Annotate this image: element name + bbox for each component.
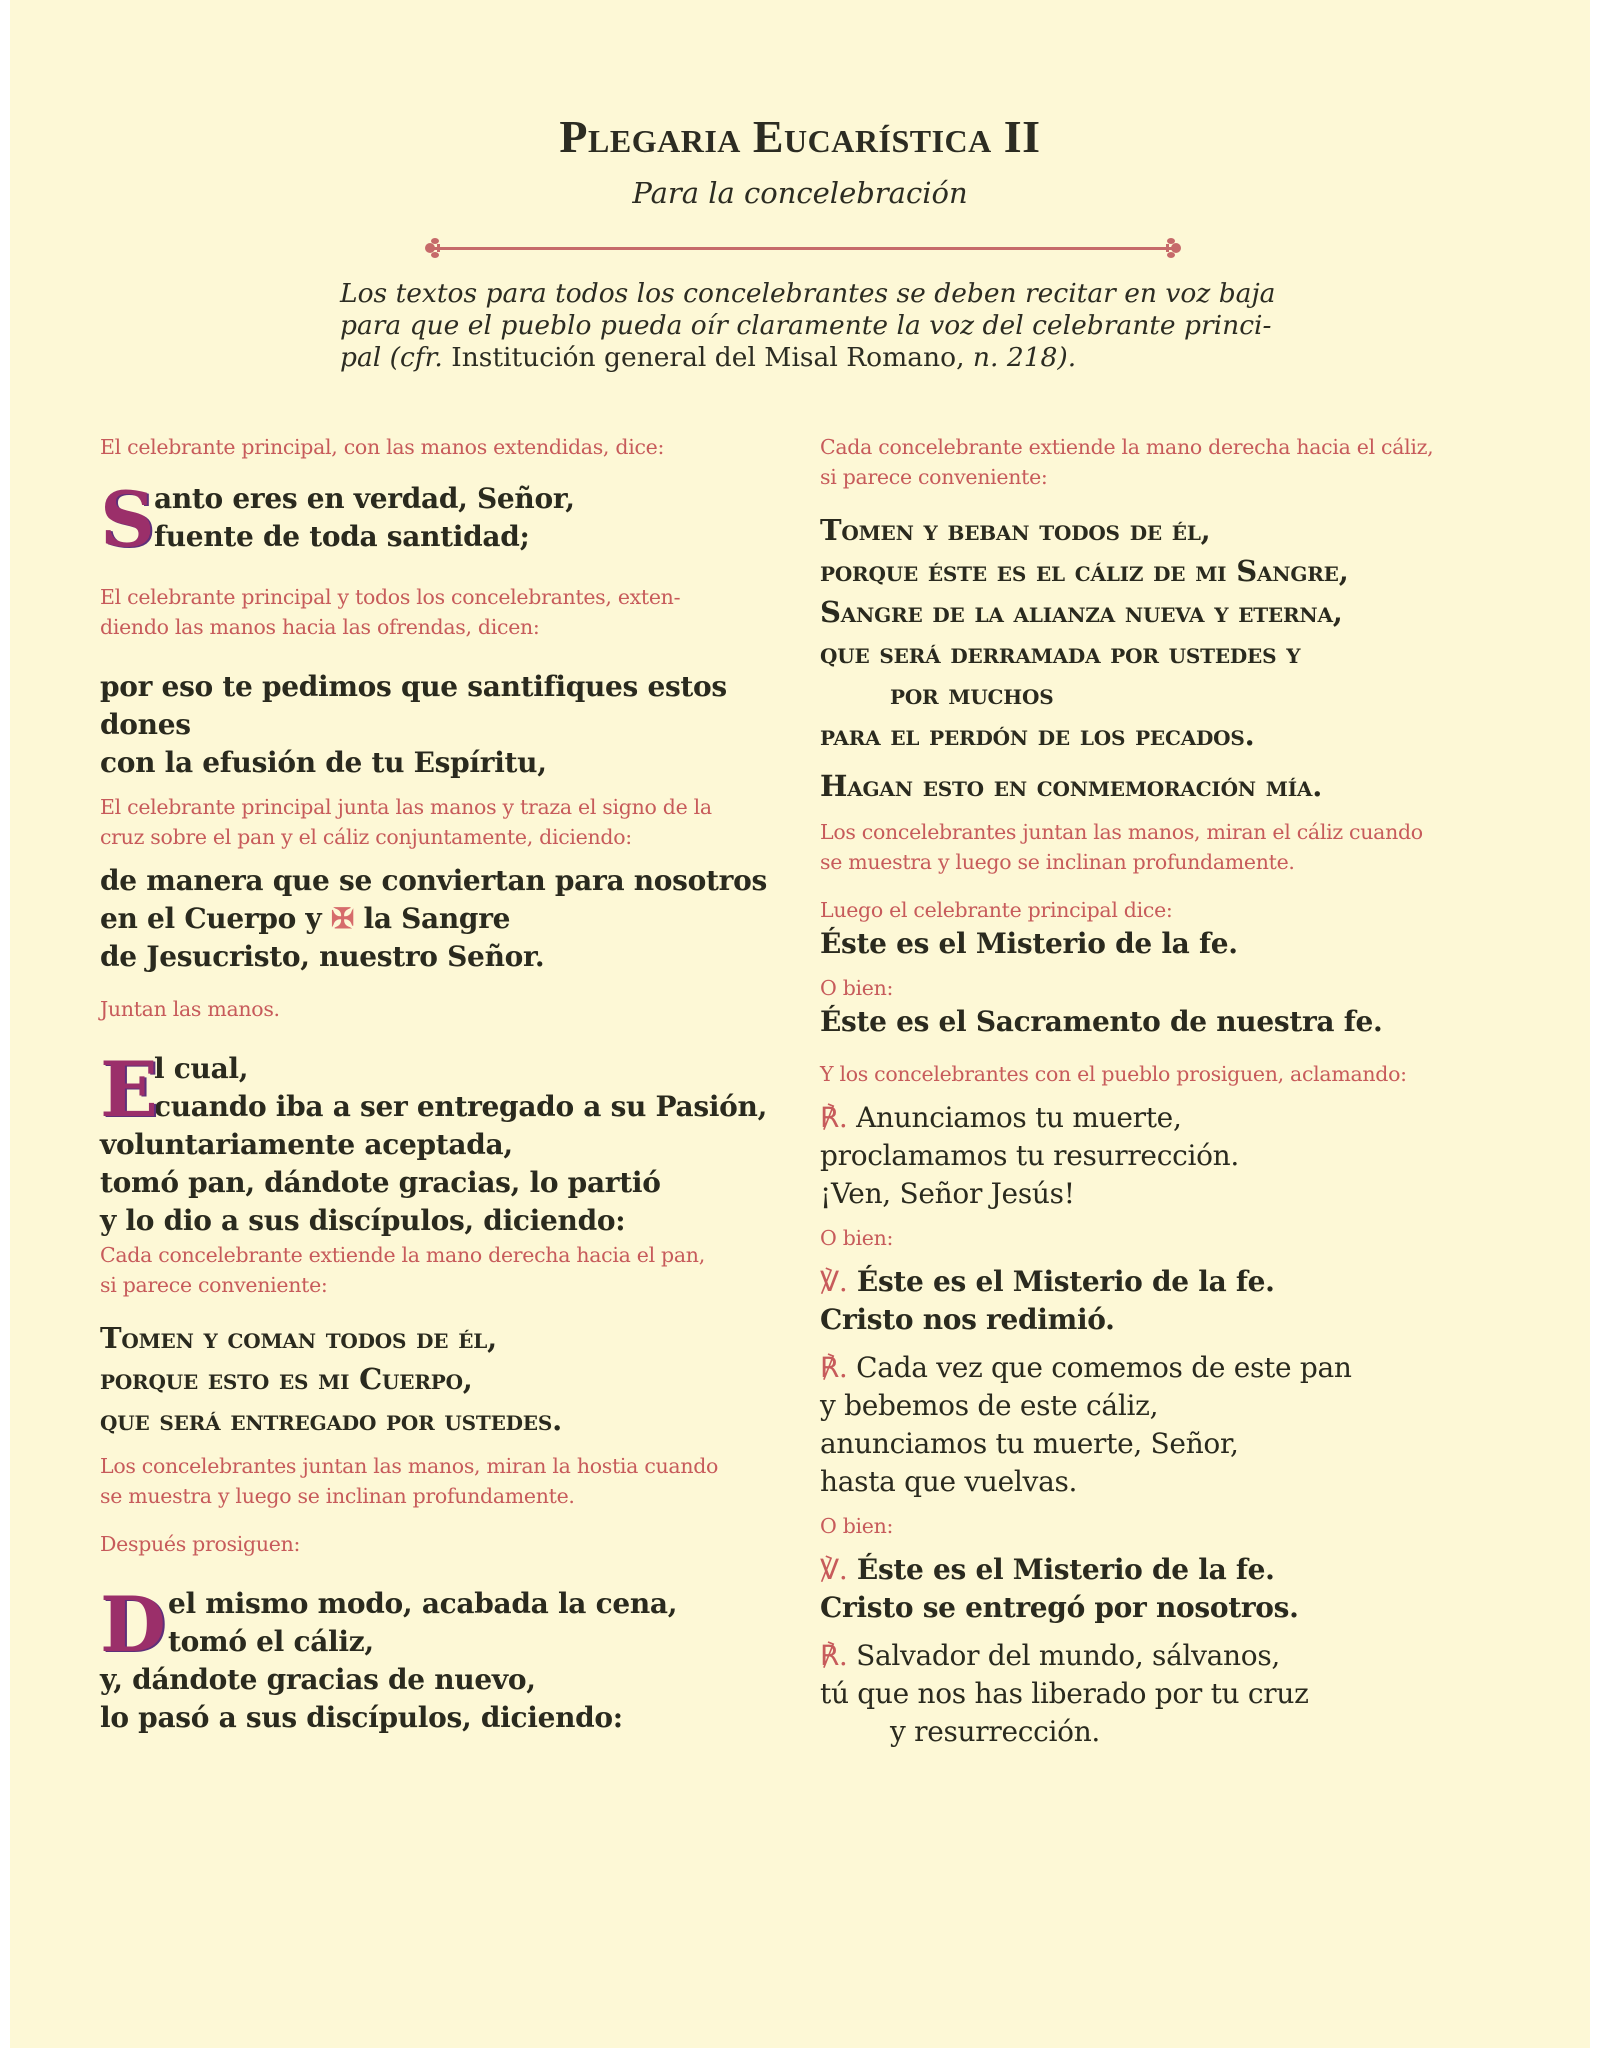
rubric: Cada concelebrante extiende la mano derecha hacia el cáliz, si parece conveniente: [820, 435, 1434, 489]
illuminated-dropcap-s-icon: S [100, 475, 155, 564]
memorial-command: Hagan esto en conmemoración mía. [820, 769, 1323, 803]
cross-sign-icon: ✠ [330, 902, 355, 935]
mystery-of-faith-2: Éste es el Sacramento de nuestra fe. [820, 1005, 1383, 1038]
rubric: Cada concelebrante extiende la mano derecha hacia el pan, si parece conveniente: [100, 1243, 705, 1297]
rubric: El celebrante principal, con las manos extendidas, dice: [100, 435, 665, 459]
rubric: Luego el celebrante principal dice: [820, 898, 1173, 922]
ornamental-divider [418, 233, 1188, 263]
versicle-symbol-icon: ℣. [820, 1553, 848, 1586]
versicle-symbol-icon: ℣. [820, 1265, 848, 1298]
del-mismo-modo-block: D el mismo modo, acabada la cena, tomó el cáliz, y, dándote gracias de nuevo, lo pasó a sus discípulos, diciendo: [100, 1580, 678, 1734]
rubric: Y los concelebrantes con el pueblo prosiguen, aclamando: [820, 1062, 1407, 1086]
divider-line [446, 247, 1160, 250]
response-symbol-icon: ℟. [820, 1639, 848, 1672]
rubric: Después prosiguen: [100, 1532, 301, 1556]
rubric: El celebrante principal y todos los concelebrantes, exten- diendo las manos hacia las ofrendas, dicen: [100, 585, 681, 639]
missal-page [10, 0, 1590, 2048]
fleur-de-lis-icon [1158, 233, 1188, 263]
consecration-bread-block: Tomen y coman todos de él, porque esto es mi Cuerpo, que será entregado por ustedes. [100, 1321, 562, 1437]
mystery-of-faith-1: Éste es el Misterio de la fe. [820, 927, 1238, 960]
response-symbol-icon: ℟. [820, 1351, 848, 1384]
acclamation-1: ℟. Anunciamos tu muerte, proclamamos tu resurrección. ¡Ven, Señor Jesús! [820, 1101, 1240, 1210]
rubric: Los concelebrantes juntan las manos, miran el cáliz cuando se muestra y luego se inclinan profundamente. [820, 820, 1423, 874]
illuminated-dropcap-d-icon: D [100, 1580, 166, 1669]
left-column [100, 432, 790, 1737]
page-title: Plegaria Eucarística II [559, 111, 1041, 162]
gimr-reference: Institución general del Misal Romano, [442, 342, 965, 373]
rubric: O bien: [820, 1514, 894, 1538]
page-subtitle: Para la concelebración [632, 176, 968, 210]
illuminated-dropcap-e-icon: E [100, 1045, 158, 1134]
rubric: Los concelebrantes juntan las manos, miran la hostia cuando se muestra y luego se inclinan profundamente. [100, 1454, 719, 1508]
right-column [820, 432, 1520, 1751]
rubric: O bien: [820, 976, 894, 1000]
response-symbol-icon: ℟. [820, 1101, 848, 1134]
rubric: O bien: [820, 1226, 894, 1250]
epiclesis-block: por eso te pedimos que santifiques estos dones con la efusión de tu Espíritu, [100, 670, 727, 779]
conversion-block: de manera que se conviertan para nosotros en el Cuerpo y ✠ la Sangre de Jesucristo, nuestro Señor. [100, 864, 767, 973]
santo-eres-block: S anto eres en verdad, Señor, fuente de toda santidad; [100, 475, 575, 564]
rubric: El celebrante principal junta las manos y traza el signo de la cruz sobre el pan y el cáliz conjuntamente, diciendo: [100, 795, 712, 849]
el-cual-block: E l cual, cuando iba a ser entregado a su Pasión, voluntariamente aceptada, tomó pan, dándote gracias, lo partió y lo dio a sus discípulos, diciendo: [100, 1045, 768, 1237]
rubric: Juntan las manos. [100, 997, 280, 1021]
acclamation-2: ℣. Éste es el Misterio de la fe. Cristo nos redimió. ℟. Cada vez que comemos de este pan y bebemos de este cáliz, anunciamos tu muerte, Señor, hasta que vuelvas. [820, 1265, 1352, 1498]
fleur-de-lis-icon [418, 233, 448, 263]
consecration-wine-block: Tomen y beban todos de él, porque éste es el cáliz de mi Sangre, Sangre de la alianza nueva y eterna, que será derramada por ustedes y por muchos para el perdón de los pecados. [820, 513, 1349, 752]
acclamation-3: ℣. Éste es el Misterio de la fe. Cristo se entregó por nosotros. ℟. Salvador del mundo, sálvanos, tú que nos has liberado por tu cruz y resurrección. [820, 1553, 1309, 1748]
intro-note: Los textos para todos los concelebrantes se deben recitar en voz baja para que el pueblo pueda oír claramente la voz del celebrante princi- pal (cfr. Institución general del Misal Romano, n. 218). [340, 278, 1276, 373]
